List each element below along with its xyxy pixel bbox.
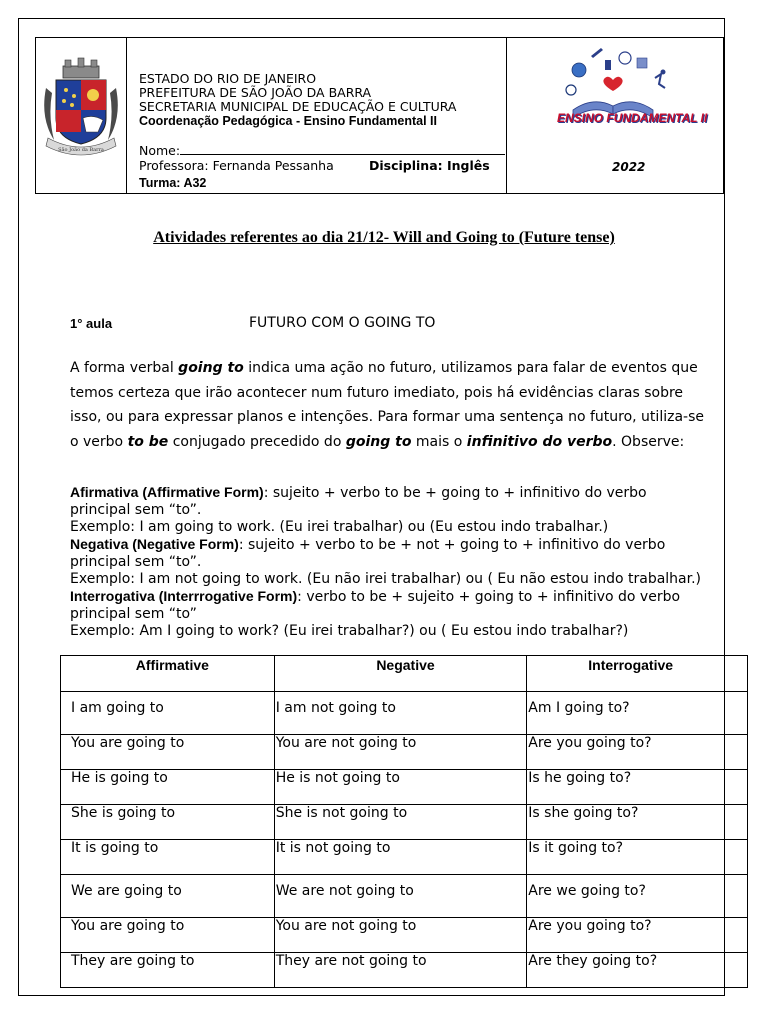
cell-affirmative: We are going to [61, 875, 275, 918]
nome-label: Nome: [139, 143, 181, 158]
cell-affirmative: It is going to [61, 840, 275, 875]
page-title-text: Atividades referentes ao dia 21/12- Will and Going to (Future tense) [153, 229, 615, 246]
intro-text-5: . Observe: [612, 433, 685, 450]
year: 2022 [612, 160, 646, 174]
header-line-prefeitura: PREFEITURA DE SÃO JOÃO DA BARRA [139, 85, 372, 100]
negative-example: Exemplo: I am not going to work. (Eu não irei trabalhar) ou ( Eu não estou indo trabalhar.) [70, 571, 702, 587]
cell-interrogative: Are you going to? [527, 735, 725, 770]
svg-text:São João da Barra: São João da Barra [58, 147, 104, 153]
negative-text: : sujeito + verbo to be + not + going to + infinitivo do verbo principal sem “to”. [70, 537, 666, 570]
cell-interrogative: Am I going to? [527, 692, 725, 735]
header-line-secretaria: SECRETARIA MUNICIPAL DE EDUCAÇÃO E CULTURA [139, 99, 457, 114]
cell-negative: She is not going to [274, 805, 527, 840]
header-line-coordenacao: Coordenação Pedagógica - Ensino Fundamental II [139, 114, 437, 128]
cell-affirmative: He is going to [61, 770, 275, 805]
cell-interrogative: Are you going to? [527, 918, 725, 953]
intro-paragraph [70, 356, 710, 454]
table-row [61, 692, 748, 735]
header-affirmative: Affirmative [61, 656, 275, 692]
cell-empty [725, 875, 748, 918]
table-row [61, 770, 748, 805]
city-crest-icon [36, 38, 126, 193]
intro-text-2: indica uma ação no futuro, utilizamos para falar de eventos que temos certeza que irão acontecer num futuro imediato, pois há evidências claras sobre isso, ou para expressar planos e intenções. Para formar uma sentença no futuro, utiliza-se o verbo [70, 360, 704, 450]
header-interrogative: Interrogative [527, 656, 725, 692]
header-negative: Negative [274, 656, 527, 692]
cell-negative: We are not going to [274, 875, 527, 918]
header-line-state: ESTADO DO RIO DE JANEIRO [139, 71, 317, 86]
professora: Professora: Fernanda Pessanha [139, 158, 334, 173]
negative-label: Negativa (Negative Form) [70, 536, 239, 552]
table-row [61, 735, 748, 770]
table-row [61, 918, 748, 953]
institution-lines [139, 72, 456, 128]
nome-line [180, 143, 505, 155]
forms-explanation [70, 484, 710, 640]
page-title [0, 229, 768, 247]
cell-empty [725, 805, 748, 840]
affirmative-label: Afirmativa (Affirmative Form) [70, 484, 264, 500]
cell-empty [725, 918, 748, 953]
intro-bold-to-be: to be [127, 433, 169, 450]
intro-bold-going-to: going to [178, 360, 244, 376]
cell-affirmative: You are going to [61, 918, 275, 953]
ensino-fundamental-logo-text: ENSINO FUNDAMENTAL II [557, 111, 708, 125]
intro-text-1: A forma verbal [70, 360, 179, 376]
cell-affirmative: They are going to [61, 953, 275, 988]
nome-field[interactable] [139, 143, 505, 158]
cell-negative: He is not going to [274, 770, 527, 805]
cell-affirmative: You are going to [61, 735, 275, 770]
header-empty [725, 656, 748, 692]
turma: Turma: A32 [139, 176, 207, 190]
cell-interrogative: Is she going to? [527, 805, 725, 840]
intro-text-4: mais o [411, 433, 467, 450]
table-row [61, 875, 748, 918]
table-row [61, 840, 748, 875]
header-info [127, 38, 507, 193]
table-header-row [61, 656, 748, 692]
cell-empty [725, 840, 748, 875]
affirmative-example: Exemplo: I am going to work. (Eu irei trabalhar) ou (Eu estou indo trabalhar.) [70, 519, 609, 535]
lesson-label: 1° aula [70, 316, 113, 331]
cell-negative: It is not going to [274, 840, 527, 875]
table-row [61, 805, 748, 840]
interrogative-label: Interrogativa (Interrrogative Form) [70, 588, 298, 604]
cell-negative: I am not going to [274, 692, 527, 735]
cell-empty [725, 953, 748, 988]
document-header [35, 37, 724, 194]
affirmative-text: : sujeito + verbo to be + going to + infinitivo do verbo principal sem “to”. [70, 485, 647, 518]
lesson-subtitle: FUTURO COM O GOING TO [249, 315, 436, 331]
interrogative-text: : verbo to be + sujeito + going to + infinitivo do verbo principal sem “to” [70, 589, 681, 622]
cell-negative: You are not going to [274, 918, 527, 953]
cell-interrogative: Is he going to? [527, 770, 725, 805]
cell-empty [725, 735, 748, 770]
crest-cell [36, 38, 127, 193]
intro-text-3: conjugado precedido do [168, 433, 346, 450]
cell-interrogative: Are they going to? [527, 953, 725, 988]
cell-empty [725, 770, 748, 805]
cell-empty [725, 692, 748, 735]
intro-bold-going-to-2: going to [345, 433, 412, 450]
intro-bold-infinitivo: infinitivo do verbo [466, 433, 613, 450]
cell-affirmative: She is going to [61, 805, 275, 840]
cell-negative: You are not going to [274, 735, 527, 770]
logo-cell [507, 38, 723, 193]
cell-affirmative: I am going to [61, 692, 275, 735]
cell-negative: They are not going to [274, 953, 527, 988]
table-row [61, 953, 748, 988]
disciplina: Disciplina: Inglês [369, 158, 490, 173]
cell-interrogative: Is it going to? [527, 840, 725, 875]
interrogative-example: Exemplo: Am I going to work? (Eu irei trabalhar?) ou ( Eu estou indo trabalhar?) [70, 623, 629, 639]
conjugation-table [60, 655, 748, 988]
cell-interrogative: Are we going to? [527, 875, 725, 918]
